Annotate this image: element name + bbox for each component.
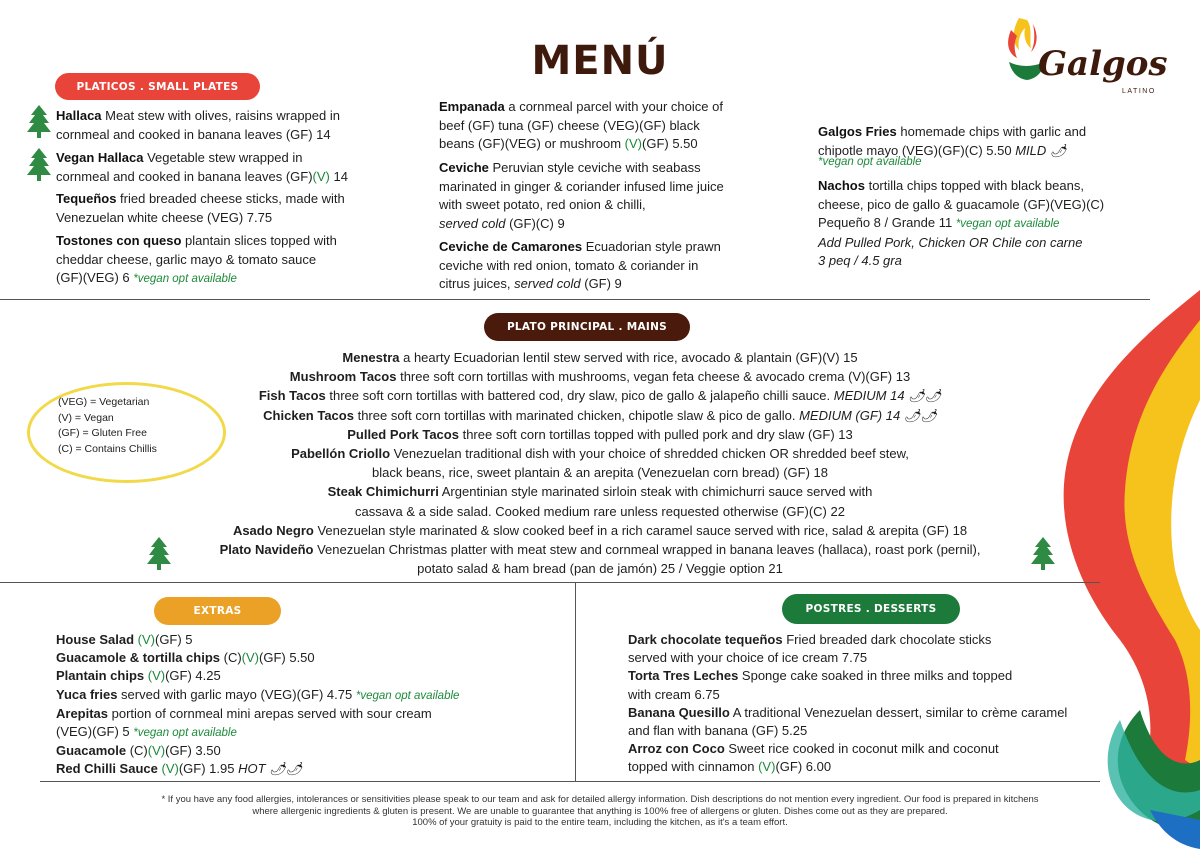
dietary-legend: (VEG) = Vegetarian (V) = Vegan (GF) = Gluten Free (C) = Contains Chillis [58,396,157,455]
main-item-pabellon-criollo: Pabellón Criollo Venezuelan traditional dish with your choice of shredded chicken OR shredded beef stew, black beans, rice, sweet plantain & an arepita (Venezuelan corn bread) (GF) 18 [291,446,909,481]
mains-list [120,348,1080,578]
section-mains-badge: PLATO PRINCIPAL . MAINS [484,313,690,341]
divider-top [0,299,1150,300]
main-item-plato-navideno: Plato Navideño Venezuelan Christmas platter with meat stew and cornmeal wrapped in banana leaves (hallaca), roast pork (pernil), potato salad & ham bread (pan de jamón) 25 / Veggie option 21 [219,542,981,577]
allergy-footer: * If you have any food allergies, intolerances or sensitivities please speak to our team and ask for detailed allergy information. Dish descriptions do not mention every ingredient. Our food is prepared in kitchens where allergenic ingredients & gluten is present. We are unable to guarantee that anything is 100% free of allergens or gluten. Dishes come out as they are prepared. 100% of your gratuity is paid to the entire team, including the kitchen, as it's a team effort. [161,794,1039,828]
menu-item-ceviche-camarones: Ceviche de Camarones Ecuadorian style prawn ceviche with red onion, tomato & coriander in citrus juices, served cold (GF) 9 [439,239,721,291]
logo-name: Galgos [1038,44,1168,84]
extra-item-yuca-fries: Yuca fries served with garlic mayo (VEG)(GF) 4.75 *vegan opt available [56,686,460,702]
extras-list [56,631,566,779]
main-item-menestra: Menestra a hearty Ecuadorian lentil stew served with rice, avocado & plantain (GF)(V) 15 [342,350,858,365]
main-item-asado-negro: Asado Negro Venezuelan style marinated & slow cooked beef in a rich caramel sauce served with rice, salad & arepita (GF) 18 [232,522,968,538]
extra-item-plantain-chips: Plantain chips (V)(GF) 4.25 [56,668,221,684]
extra-item-guac-chips: Guacamole & tortilla chips (C)(V)(GF) 5.50 [56,650,315,666]
christmas-tree-icon [27,148,51,182]
christmas-tree-icon [27,105,51,139]
extra-item-house-salad: House Salad (V)(GF) 5 [56,632,193,647]
main-item-steak-chimichurri: Steak Chimichurri Argentinian style marinated sirloin steak with chimichurri sauce served with cassava & a side salad. Cooked medium rare unless requested otherwise (GF)(C) 22 [327,484,873,519]
section-small-plates-badge: PLATICOS . SMALL PLATES [55,73,260,100]
menu-item-tostones: Tostones con queso plantain slices topped with cheddar cheese, garlic mayo & tomato sauce (GF)(VEG) 6 *vegan opt available [56,233,337,285]
divider-vertical [575,582,576,782]
main-item-chicken-tacos: Chicken Tacos three soft corn tortillas with marinated chicken, chipotle slaw & pico de gallo. MEDIUM (GF) 14 🌶🌶 [263,407,937,423]
main-item-pulled-pork-tacos: Pulled Pork Tacos three soft corn tortillas topped with pulled pork and dry slaw (GF) 13 [347,426,853,442]
desserts-list [628,631,1128,777]
extra-item-red-chilli-sauce: Red Chilli Sauce (V)(GF) 1.95 HOT 🌶🌶 [56,761,303,777]
menu-item-hallaca: Hallaca Meat stew with olives, raisins wrapped in cornmeal and cooked in banana leaves (GF) 14 [56,108,340,142]
logo-subtitle: LATINO [1122,88,1156,95]
section-extras-badge: EXTRAS [154,597,281,625]
divider-bottom [40,781,1100,782]
divider-middle [0,582,1100,583]
section-desserts-badge: POSTRES . DESSERTS [782,594,960,624]
dessert-item-arroz-con-coco: Arroz con Coco Sweet rice cooked in coconut milk and coconut topped with cinnamon (V)(GF) 6.00 [628,741,999,775]
main-item-fish-tacos: Fish Tacos three soft corn tortillas with battered cod, dry slaw, pico de gallo & jalapeño chilli sauce. MEDIUM 14 🌶🌶 [258,388,942,404]
menu-item-nachos: Nachos tortilla chips topped with black beans, cheese, pico de gallo & guacamole (GF)(VEG)(C) Pequeño 8 / Grande 11 *vegan opt available Add Pulled Pork, Chicken OR Chile con carne 3 peq / 4.5 gra [818,178,1105,268]
extra-item-guacamole: Guacamole (C)(V)(GF) 3.50 [56,743,221,759]
menu-item-ceviche: Ceviche Peruvian style ceviche with seabass marinated in ginger & coriander infused lime juice with sweet potato, red onion & chilli, served cold (GF)(C) 9 [439,160,724,231]
dessert-item-chocolate-tequenos: Dark chocolate tequeños Fried breaded dark chocolate sticks served with your choice of ice cream 7.75 [628,632,992,666]
menu-item-empanada: Empanada a cornmeal parcel with your choice of beef (GF) tuna (GF) cheese (VEG)(GF) black beans (GF)(VEG) or mushroom (V)(GF) 5.50 [439,99,723,151]
menu-item-vegan-hallaca: Vegan Hallaca Vegetable stew wrapped in cornmeal and cooked in banana leaves (GF)(V) 14 [56,150,348,184]
page-title: MENÚ [531,38,669,84]
extra-item-arepitas: Arepitas portion of cornmeal mini arepas served with sour cream (VEG)(GF) 5 *vegan opt available [56,705,432,740]
dessert-item-tres-leches: Torta Tres Leches Sponge cake soaked in three milks and topped with cream 6.75 [628,668,1013,702]
menu-item-galgos-fries: Galgos Fries homemade chips with garlic and chipotle mayo (VEG)(GF)(C) 5.50 MILD 🌶 [818,124,1087,158]
main-item-mushroom-tacos: Mushroom Tacos three soft corn tortillas with mushrooms, vegan feta cheese & avocado crema (V)(GF) 13 [289,369,911,385]
menu-item-tequenos: Tequeños fried breaded cheese sticks, made with Venezuelan white cheese (VEG) 7.75 [56,191,345,225]
dessert-item-banana-quesillo: Banana Quesillo A traditional Venezuelan dessert, similar to crème caramel and flan with banana (GF) 5.25 [628,704,1068,739]
galgos-fries-vegan-note: *vegan opt available [818,156,922,168]
